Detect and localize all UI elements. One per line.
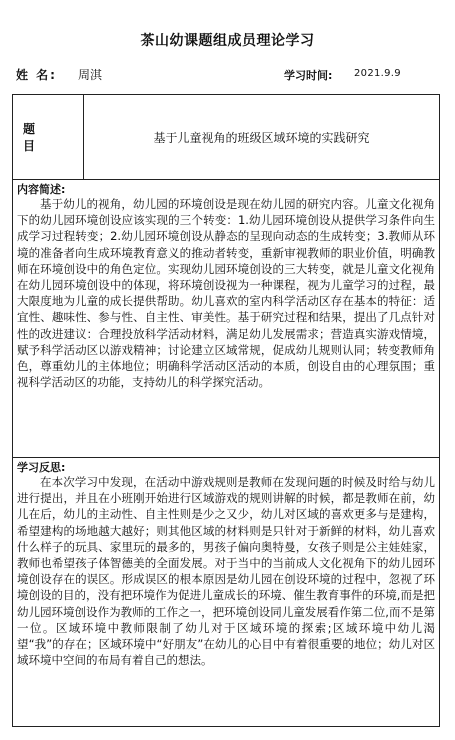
topic-label: 题 目 [23, 122, 48, 153]
document-title: 茶山幼课题组成员理论学习 [140, 33, 315, 49]
name-value: 周淇 [78, 68, 103, 82]
reflection-section [17, 461, 435, 668]
row-divider [13, 179, 439, 180]
name-label: 姓 名: [16, 68, 57, 82]
summary-text: 基于幼儿的视角，幼儿园的环境创设是现在幼儿园的研究内容。儿童文化视角下的幼儿园环境创设应该实现的三个转变：1.幼儿园环境创设从提供学习条件向生成学习过程转变；2.幼儿园环境创设从静态的呈现向动态的生成转变；3.教师从环境的准备者向生成环境教育意义的推动者转变，重新审视教师的职业价值，明确教师在环境创设中的角色定位。实现幼儿园环境创设的三大转变，就是儿童文化视角在幼儿园环境创设中的体现，将环境创设视为一种课程，视为儿童学习的过程，最大限度地为儿童的成长提供帮助。幼儿喜欢的室内科学活动区存在基本的特征：适宜性、趣味性、参与性、自主性、审美性。基于研究过程和结果，提出了几点针对性的改进建议：合理投放科学活动材料，满足幼儿发展需求；营造真实游戏情境，赋予科学活动区以游戏精神；讨论建立区域常规，促成幼儿规则认同；转变教师角色，尊重幼儿的主体地位；明确科学活动区活动的本质，创设自由的心理氛围；重视科学活动区的功能，支持幼儿的科学探究活动。 [17, 197, 435, 390]
summary-label: 内容简述: [17, 183, 66, 196]
study-date-value: 2021.9.9 [354, 68, 401, 79]
row-divider [13, 457, 439, 458]
reflection-text: 在本次学习中发现，在活动中游戏规则是教师在发现问题的时候及时给与幼儿进行提出，并且在小班刚开始进行区域游戏的规则讲解的时候，都是教师在前，幼儿在后，幼儿的主动性、自主性则是少之又少，幼儿对区域的喜欢更多与是建构，希望建构的场地越大越好；则其他区域的材料则是只针对于新鲜的材料，幼儿喜欢什么样子的玩具、家里玩的最多的，男孩子偏向奥特曼，女孩子则是公主娃娃家，教师也希望孩子体智德美的全面发展。对于当中的当前成人文化视角下的幼儿园环境创设存在的误区。形成误区的根本原因是幼儿园在创设环境的过程中，忽视了环境创设的目的，没有把环境作为促进儿童成长的环境、催生教育事件的环境,而是把幼儿园环境创设作为教师的工作之一，把环境创设同儿童发展看作第二位,而不是第一位。区域环境中教师限制了幼儿对于区域环境的探索;区域环境中幼儿渴望“我”的存在；区域环境中“好朋友”在幼儿的心目中有着很重要的地位；幼儿对区域环境中空间的布局有着自己的想法。 [17, 475, 435, 668]
info-row [14, 62, 442, 82]
summary-section [17, 183, 435, 390]
record-table [12, 94, 440, 727]
reflection-label: 学习反思: [17, 461, 66, 474]
topic-value: 基于儿童视角的班级区域环境的实践研究 [153, 130, 370, 145]
study-date-label: 学习时间: [284, 69, 333, 82]
